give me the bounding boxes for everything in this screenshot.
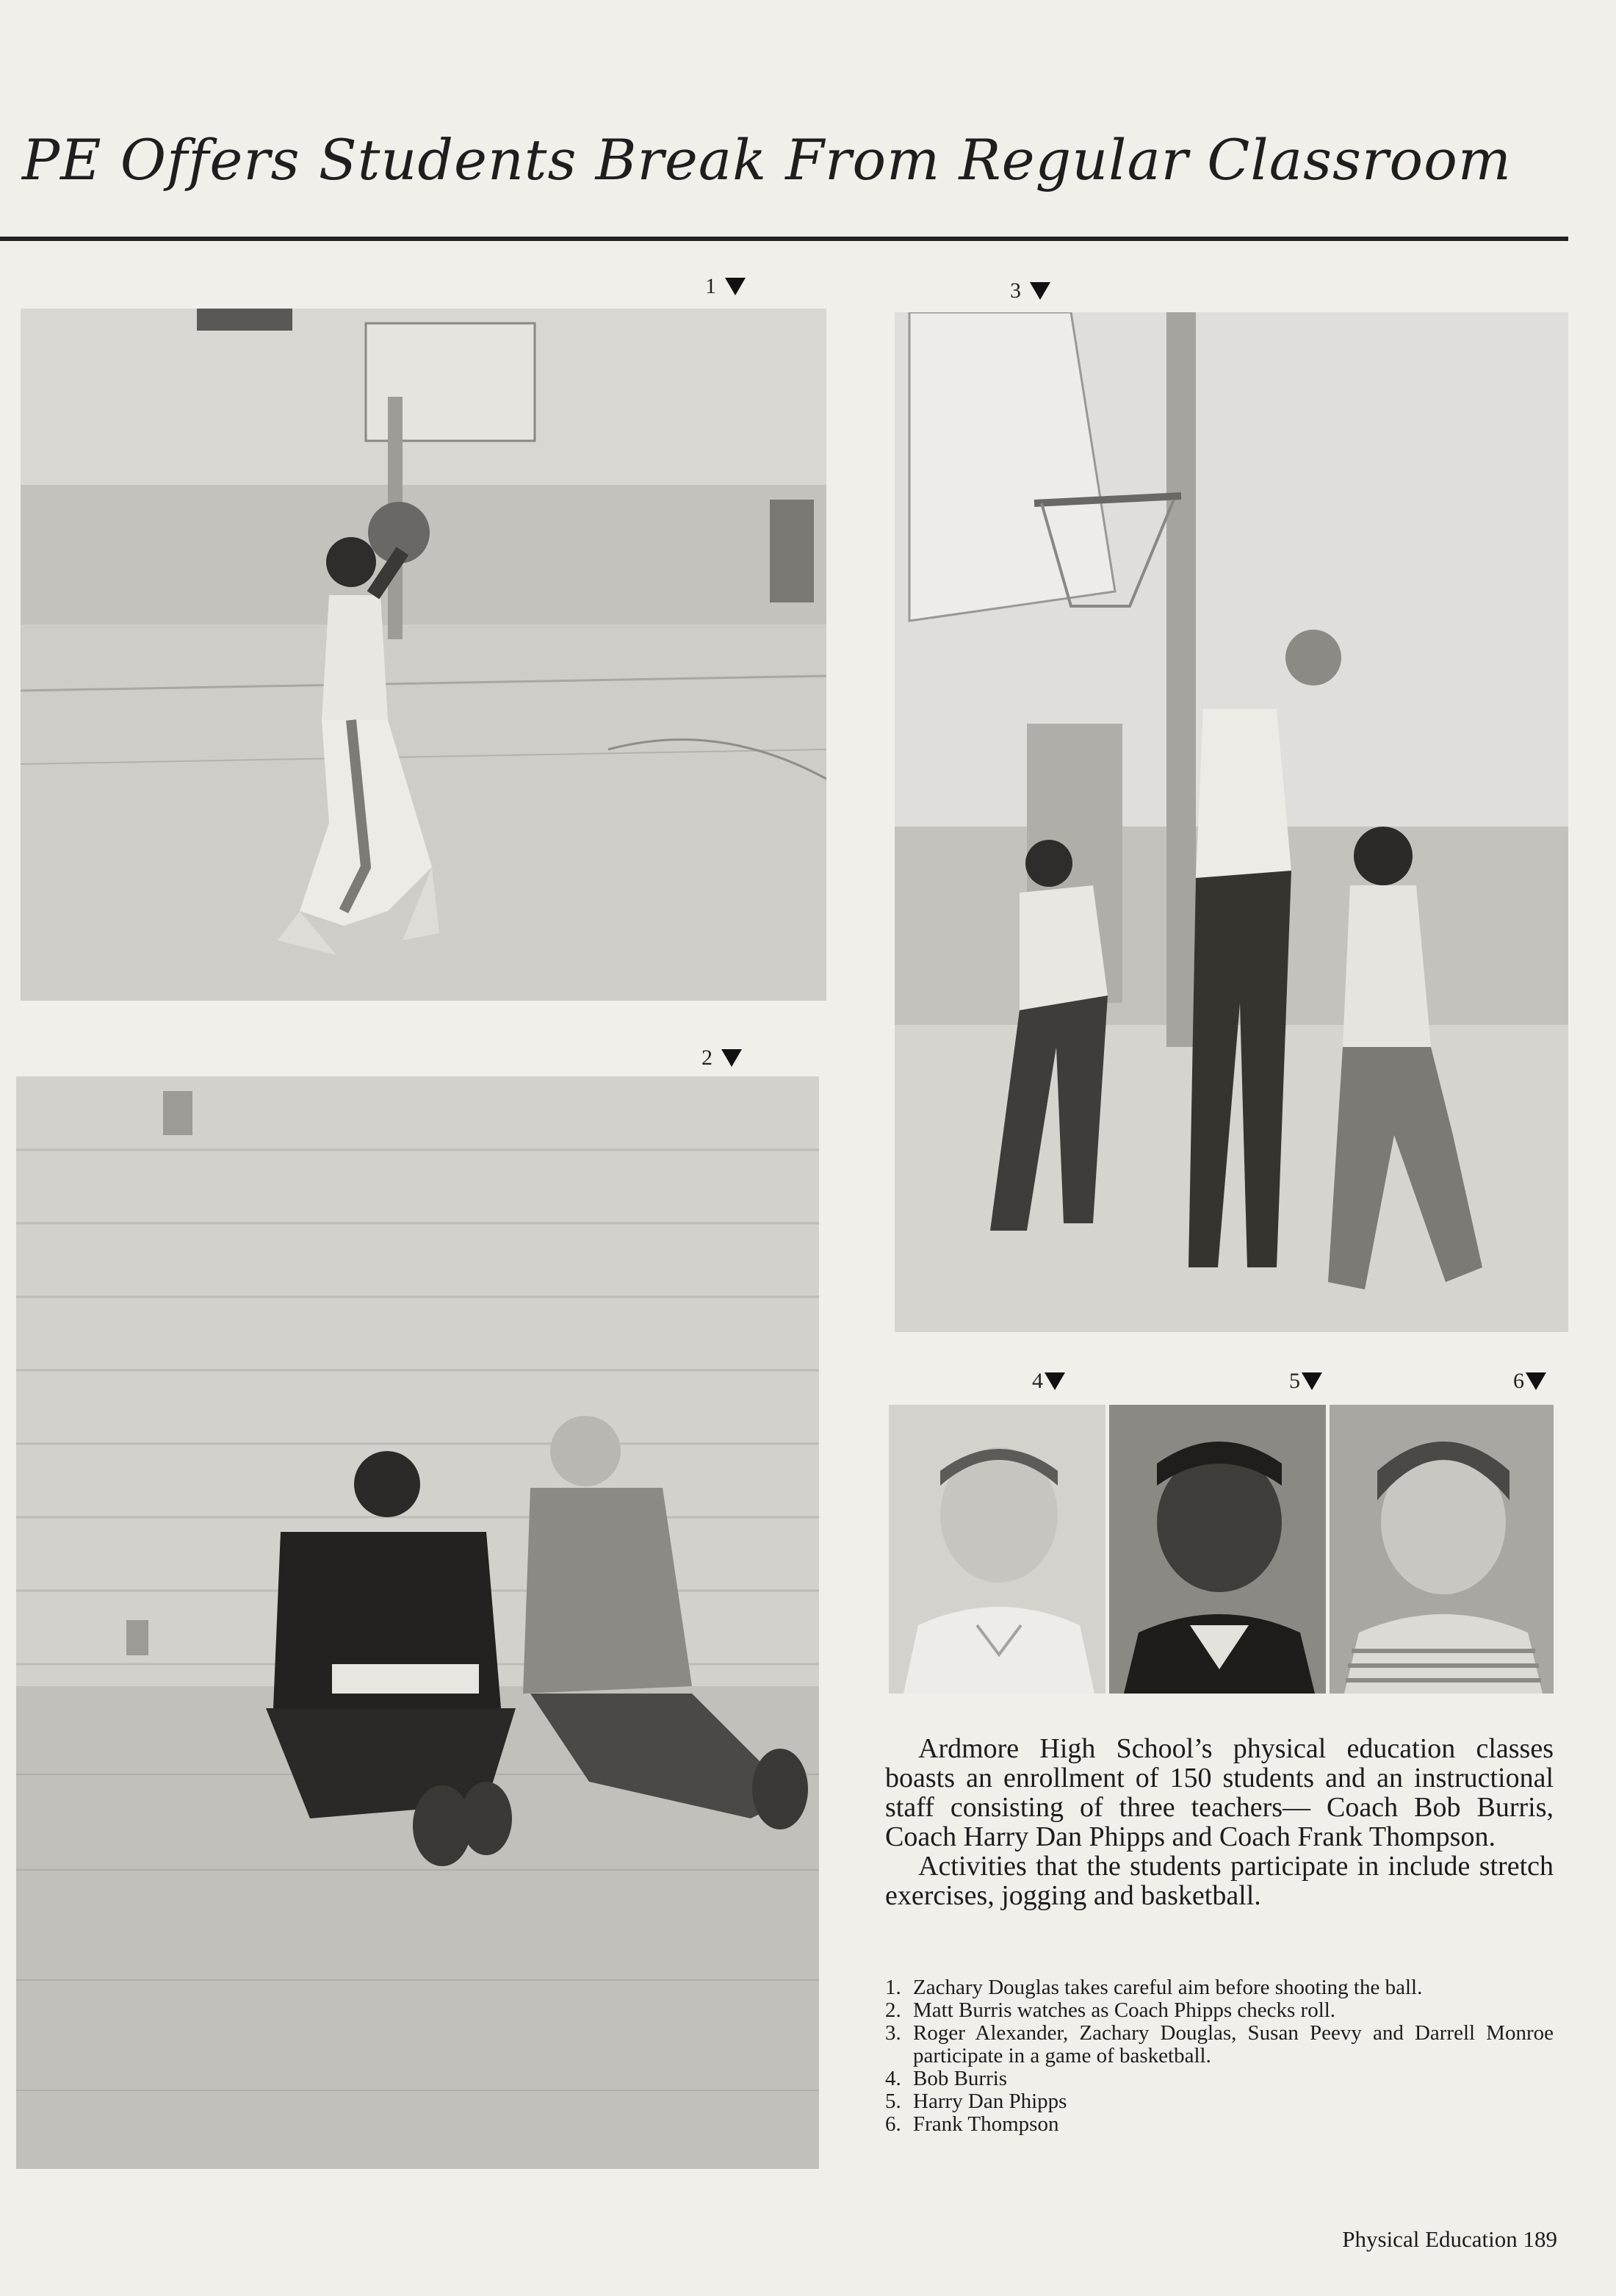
down-triangle-icon: [1030, 282, 1050, 300]
portrait-bob-burris: [889, 1405, 1105, 1694]
down-triangle-icon: [1045, 1372, 1065, 1390]
photo-2-seated-roll-call: [16, 1076, 819, 2169]
down-triangle-icon: [1526, 1372, 1546, 1390]
photo-marker-1: [705, 273, 746, 300]
photo-marker-2: [701, 1045, 742, 1071]
page-title: PE Offers Students Break From Regular Classroom: [22, 127, 1512, 192]
photo-marker-4: [1032, 1368, 1065, 1394]
photo-marker-number: 3: [1010, 278, 1021, 303]
page-number: 189: [1523, 2226, 1557, 2252]
photo-marker-number: 4: [1032, 1369, 1043, 1393]
down-triangle-icon: [721, 1049, 742, 1067]
article-paragraph: Ardmore High School’s physical education classes boasts an enrollment of 150 students and an instructional staff consisting of three teachers— Coach Bob Burris, Coach Harry Dan Phipps and Coach Frank Thompson.: [885, 1733, 1554, 1852]
photo-marker-3: [1010, 278, 1050, 304]
photo-marker-number: 6: [1513, 1369, 1524, 1393]
caption-item: 5. Harry Dan Phipps: [885, 2090, 1067, 2113]
article-paragraph: Activities that the students participate in include stretch exercises, jogging and basketball.: [885, 1851, 1554, 1911]
portrait-harry-dan-phipps: [1109, 1405, 1326, 1694]
title-rule: [0, 237, 1568, 241]
portrait-frank-thompson: [1330, 1405, 1554, 1694]
photo-marker-5: [1289, 1368, 1322, 1394]
photo-captions: [885, 1976, 1554, 2136]
photo-marker-number: 5: [1289, 1369, 1300, 1393]
photo-marker-number: 2: [701, 1046, 713, 1070]
photo-marker-number: 1: [705, 274, 716, 298]
footer-section: Physical Education: [1342, 2226, 1518, 2252]
caption-item: 6. Frank Thompson: [885, 2112, 1059, 2136]
caption-item: 4. Bob Burris: [885, 2067, 1008, 2090]
down-triangle-icon: [1302, 1372, 1322, 1390]
article-body: [885, 1734, 1554, 1910]
caption-item: 1. Zachary Douglas takes careful aim before shooting the ball.: [885, 1976, 1423, 1999]
down-triangle-icon: [725, 278, 746, 295]
caption-item: 2. Matt Burris watches as Coach Phipps checks roll.: [885, 1998, 1336, 2022]
caption-item: 3. Roger Alexander, Zachary Douglas, Susan Peevy and Darrell Monroe participate in a game of basketball.: [885, 2021, 1554, 2068]
page-footer: [1278, 2226, 1557, 2253]
photo-3-basketball-game: [895, 312, 1568, 1332]
photo-marker-6: [1513, 1368, 1546, 1394]
photo-1-basketball-shot: [21, 309, 826, 1001]
